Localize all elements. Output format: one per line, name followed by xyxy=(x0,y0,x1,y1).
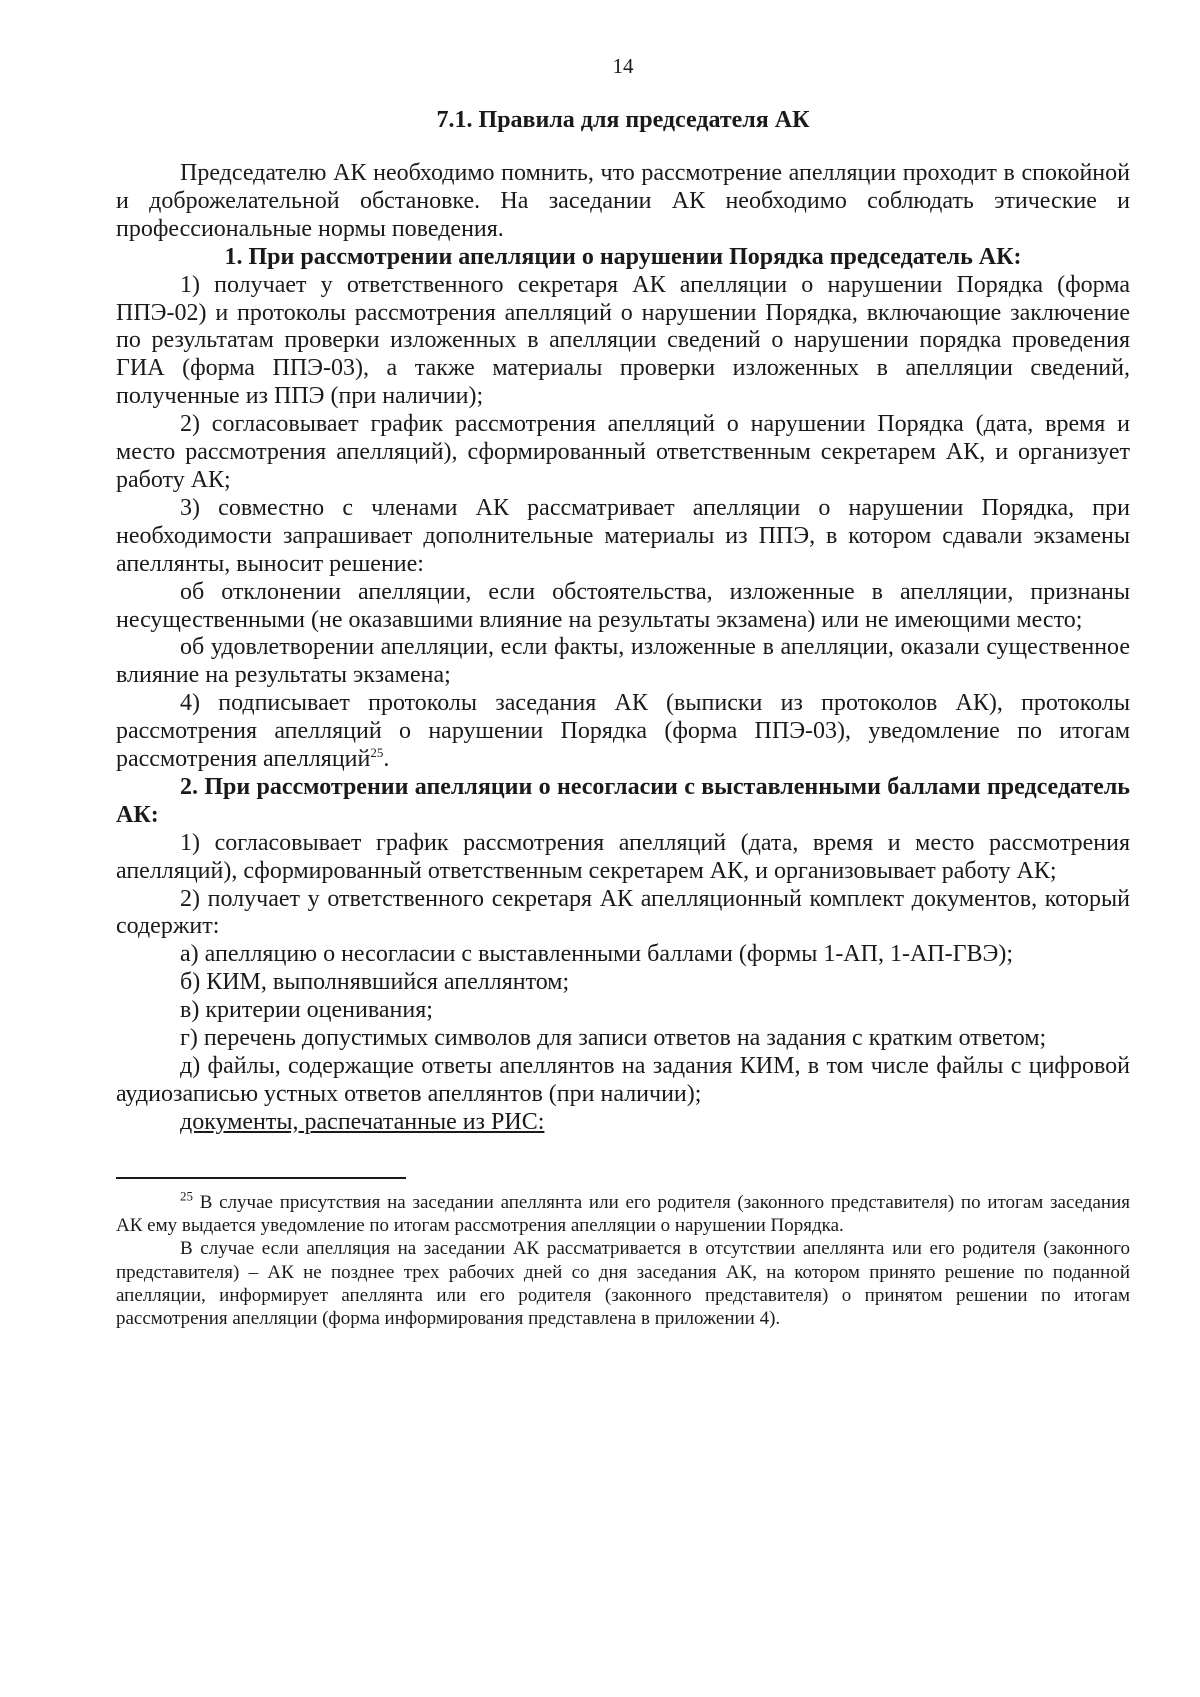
body-text xyxy=(116,160,1130,1137)
part1-heading: 1. При рассмотрении апелляции о нарушении Порядка председатель АК: xyxy=(224,243,1022,270)
part2-item: 2) получает у ответственного секретаря АК апелляционный комплект документов, который содержит: xyxy=(116,885,1130,940)
footnote-paragraph: В случае если апелляция на заседании АК рассматривается в отсутствии апеллянта или его родителя (законного представителя) – АК не позднее трех рабочих дней со дня заседания АК, на котором принято решение по поданной апелляции, информирует апеллянта или его родителя (законного представителя) о принятом решении по итогам рассмотрения апелляции (форма информирования представлена в приложении 4). xyxy=(116,1238,1130,1330)
page-number: 14 xyxy=(612,54,634,78)
part2-subitem: г) перечень допустимых символов для записи ответов на задания с кратким ответом; xyxy=(180,1025,1047,1052)
part1-subitem: об удовлетворении апелляции, если факты, изложенные в апелляции, оказали существенное влияние на результаты экзамена; xyxy=(116,634,1130,689)
part1-item4-end: . xyxy=(383,746,390,773)
footnote-paragraph xyxy=(116,1188,1130,1238)
part2-heading: 2. При рассмотрении апелляции о несогласии с выставленными баллами председатель АК: xyxy=(116,773,1130,828)
part1-subitem: об отклонении апелляции, если обстоятельства, изложенные в апелляции, признаны несущественными (не оказавшими влияние на результаты экзамена) или не имеющими место; xyxy=(116,578,1130,633)
part2-subitem: б) КИМ, выполнявшийся апеллянтом; xyxy=(180,969,570,996)
part1-item4-text: 4) подписывает протоколы заседания АК (выписки из протоколов АК), протоколы рассмотрения апелляций о нарушении Порядка (форма ППЭ-03), уведомление по итогам рассмотрения апелляций xyxy=(116,690,1130,773)
footnote-separator xyxy=(116,1177,406,1179)
part2-underlined-line xyxy=(116,1109,1130,1137)
part1-item xyxy=(116,690,1130,774)
footnote-number: 25 xyxy=(180,1188,193,1204)
part1-item: 3) совместно с членами АК рассматривает апелляции о нарушении Порядка, при необходимости запрашивает дополнительные материалы из ППЭ, в котором сдавали экзамены апеллянты, выносит решение: xyxy=(116,494,1130,577)
part1-item: 1) получает у ответственного секретаря АК апелляции о нарушении Порядка (форма ППЭ-02) и протоколы рассмотрения апелляций о нарушении Порядка, включающие заключение по результатам проверки изложенных в апелляции сведений о нарушении порядка проведения ГИА (форма ППЭ-03), а также материалы проверки изложенных в апелляции сведений, полученные из ППЭ (при наличии); xyxy=(116,271,1130,410)
part2-subitem: а) апелляцию о несогласии с выставленными баллами (формы 1-АП, 1-АП-ГВЭ); xyxy=(180,941,1014,968)
part2-subitem: д) файлы, содержащие ответы апеллянтов на задания КИМ, в том числе файлы с цифровой аудиозаписью устных ответов апеллянтов (при наличии); xyxy=(116,1053,1130,1107)
underlined-text: документы, распечатанные из РИС: xyxy=(180,1108,545,1135)
section-heading: 7.1. Правила для председателя АК xyxy=(436,107,810,133)
footnote-reference[interactable]: 25 xyxy=(370,745,384,761)
footnotes xyxy=(116,1188,1130,1331)
part1-item: 2) согласовывает график рассмотрения апелляций о нарушении Порядка (дата, время и место рассмотрения апелляций), сформированный ответственным секретарем АК, и организует работу АК; xyxy=(116,411,1130,493)
intro-paragraph: Председателю АК необходимо помнить, что рассмотрение апелляции проходит в спокойной и доброжелательной обстановке. На заседании АК необходимо соблюдать этические и профессиональные нормы поведения. xyxy=(116,160,1130,242)
part2-item: 1) согласовывает график рассмотрения апелляций (дата, время и место рассмотрения апелляций), сформированный ответственным секретарем АК, и организовывает работу АК; xyxy=(116,829,1130,884)
part2-subitem: в) критерии оценивания; xyxy=(180,997,433,1024)
footnote-text: В случае присутствия на заседании апеллянта или его родителя (законного представителя) по итогам заседания АК ему выдается уведомление по итогам рассмотрения апелляции о нарушении Порядка. xyxy=(116,1191,1130,1237)
